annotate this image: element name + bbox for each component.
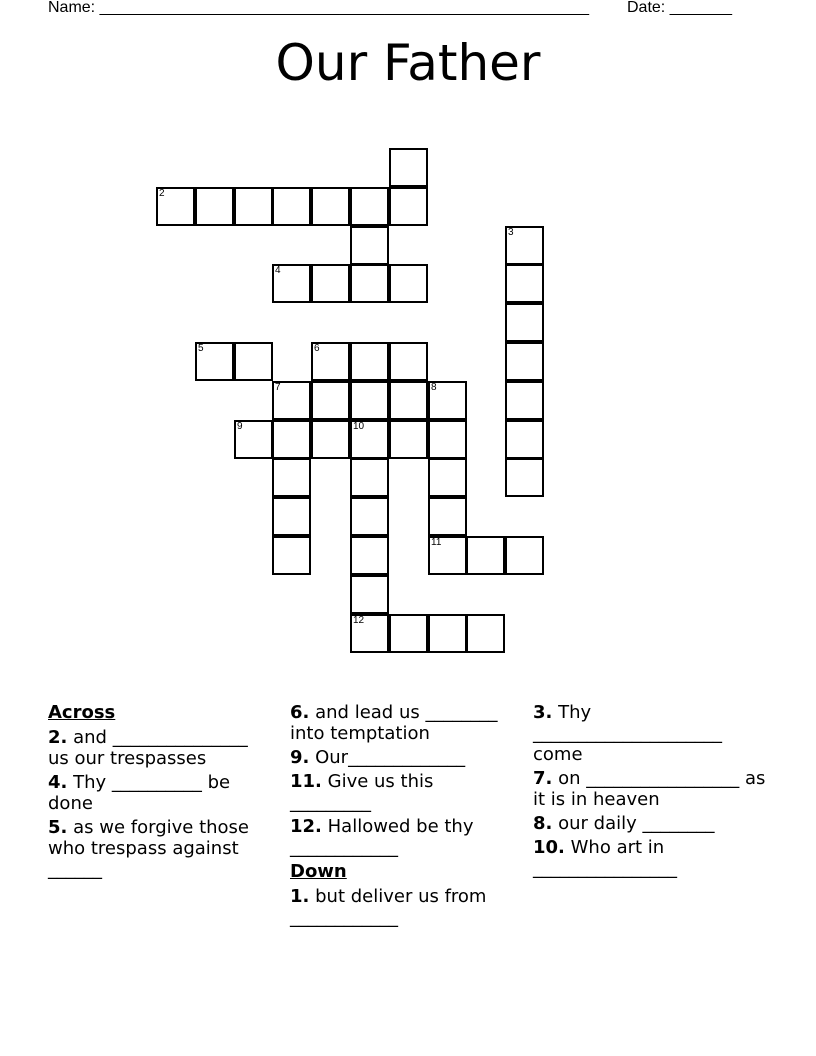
date-field-line[interactable]: Date: _______: [627, 0, 732, 16]
grid-cell[interactable]: [428, 614, 467, 653]
grid-cell[interactable]: [505, 381, 544, 420]
grid-cell[interactable]: [272, 420, 311, 459]
grid-cell[interactable]: [466, 614, 505, 653]
across-heading: Across: [48, 702, 116, 723]
clue-number: 8: [431, 382, 437, 393]
grid-cell[interactable]: [505, 458, 544, 497]
grid-cell[interactable]: [272, 381, 311, 420]
grid-cell[interactable]: [195, 342, 234, 381]
clue-number: 2: [159, 188, 165, 199]
page-title: Our Father: [275, 34, 541, 92]
grid-cell[interactable]: [272, 497, 311, 536]
grid-cell[interactable]: [505, 303, 544, 342]
clues-column-3: [533, 702, 769, 882]
grid-cell[interactable]: [195, 187, 234, 226]
grid-cell[interactable]: [350, 264, 389, 303]
clue-number: 5: [198, 343, 204, 354]
clue-across-4: 4. Thy __________ be done: [48, 772, 231, 814]
grid-cell[interactable]: [505, 536, 544, 575]
clue-down-8: 8. our daily ________: [533, 813, 715, 834]
grid-cell[interactable]: [350, 536, 389, 575]
clues-column-1: [48, 702, 270, 883]
grid-cell[interactable]: [311, 264, 350, 303]
grid-cell[interactable]: [311, 381, 350, 420]
grid-cell[interactable]: [350, 458, 389, 497]
grid-cell[interactable]: [428, 497, 467, 536]
clue-number: 6: [314, 343, 320, 354]
clue-number: 11: [431, 537, 442, 548]
clue-across-5: 5. as we forgive those who trespass against ______: [48, 817, 249, 880]
grid-cell[interactable]: [156, 187, 195, 226]
clue-down-10: 10. Who art in ________________: [533, 837, 677, 879]
grid-cell[interactable]: [389, 614, 428, 653]
clue-across-12: 12. Hallowed be thy ____________: [290, 816, 474, 858]
clue-number: 12: [353, 615, 365, 626]
grid-cell[interactable]: [311, 187, 350, 226]
grid-cell[interactable]: [350, 575, 389, 614]
grid-cell[interactable]: [505, 420, 544, 459]
clue-number: 7: [275, 382, 281, 393]
clue-across-2: 2. and _______________ us our trespasses: [48, 727, 248, 769]
grid-cell[interactable]: [389, 342, 428, 381]
grid-cell[interactable]: [505, 226, 544, 265]
grid-cell[interactable]: [350, 420, 389, 459]
clue-down-3: 3. Thy _____________________ come: [533, 702, 722, 765]
grid-cell[interactable]: [234, 187, 273, 226]
grid-cell[interactable]: [272, 536, 311, 575]
clue-number: 4: [275, 265, 281, 276]
clue-across-9: 9. Our_____________: [290, 747, 466, 768]
grid-cell[interactable]: [311, 420, 350, 459]
grid-cell[interactable]: [505, 342, 544, 381]
grid-cell[interactable]: [389, 187, 428, 226]
clue-down-1: 1. but deliver us from ____________: [290, 886, 487, 928]
clue-across-11: 11. Give us this _________: [290, 771, 434, 813]
grid-cell[interactable]: [466, 536, 505, 575]
grid-cell[interactable]: [272, 458, 311, 497]
grid-cell[interactable]: [428, 420, 467, 459]
grid-cell[interactable]: [505, 264, 544, 303]
clue-number: 10: [353, 421, 365, 432]
grid-cell[interactable]: [272, 187, 311, 226]
clue-number: 3: [508, 227, 514, 238]
down-heading: Down: [290, 861, 347, 882]
clue-across-6: 6. and lead us ________ into temptation: [290, 702, 498, 744]
grid-cell[interactable]: [350, 381, 389, 420]
clues-column-2: [290, 702, 512, 931]
grid-cell[interactable]: [234, 342, 273, 381]
grid-cell[interactable]: [311, 342, 350, 381]
grid-cell[interactable]: [350, 342, 389, 381]
grid-cell[interactable]: [389, 381, 428, 420]
grid-cell[interactable]: [350, 614, 389, 653]
grid-cell[interactable]: [428, 536, 467, 575]
grid-cell[interactable]: [389, 420, 428, 459]
grid-cell[interactable]: [389, 148, 428, 187]
grid-cell[interactable]: [350, 187, 389, 226]
clue-down-7: 7. on _________________ as it is in heaven: [533, 768, 766, 810]
grid-cell[interactable]: [428, 458, 467, 497]
grid-cell[interactable]: [234, 420, 273, 459]
grid-cell[interactable]: [389, 264, 428, 303]
clue-number: 9: [237, 421, 243, 432]
grid-cell[interactable]: [272, 264, 311, 303]
grid-cell[interactable]: [350, 226, 389, 265]
name-field-line[interactable]: Name: _______________________________________________________: [48, 0, 589, 16]
grid-cell[interactable]: [350, 497, 389, 536]
grid-cell[interactable]: [428, 381, 467, 420]
